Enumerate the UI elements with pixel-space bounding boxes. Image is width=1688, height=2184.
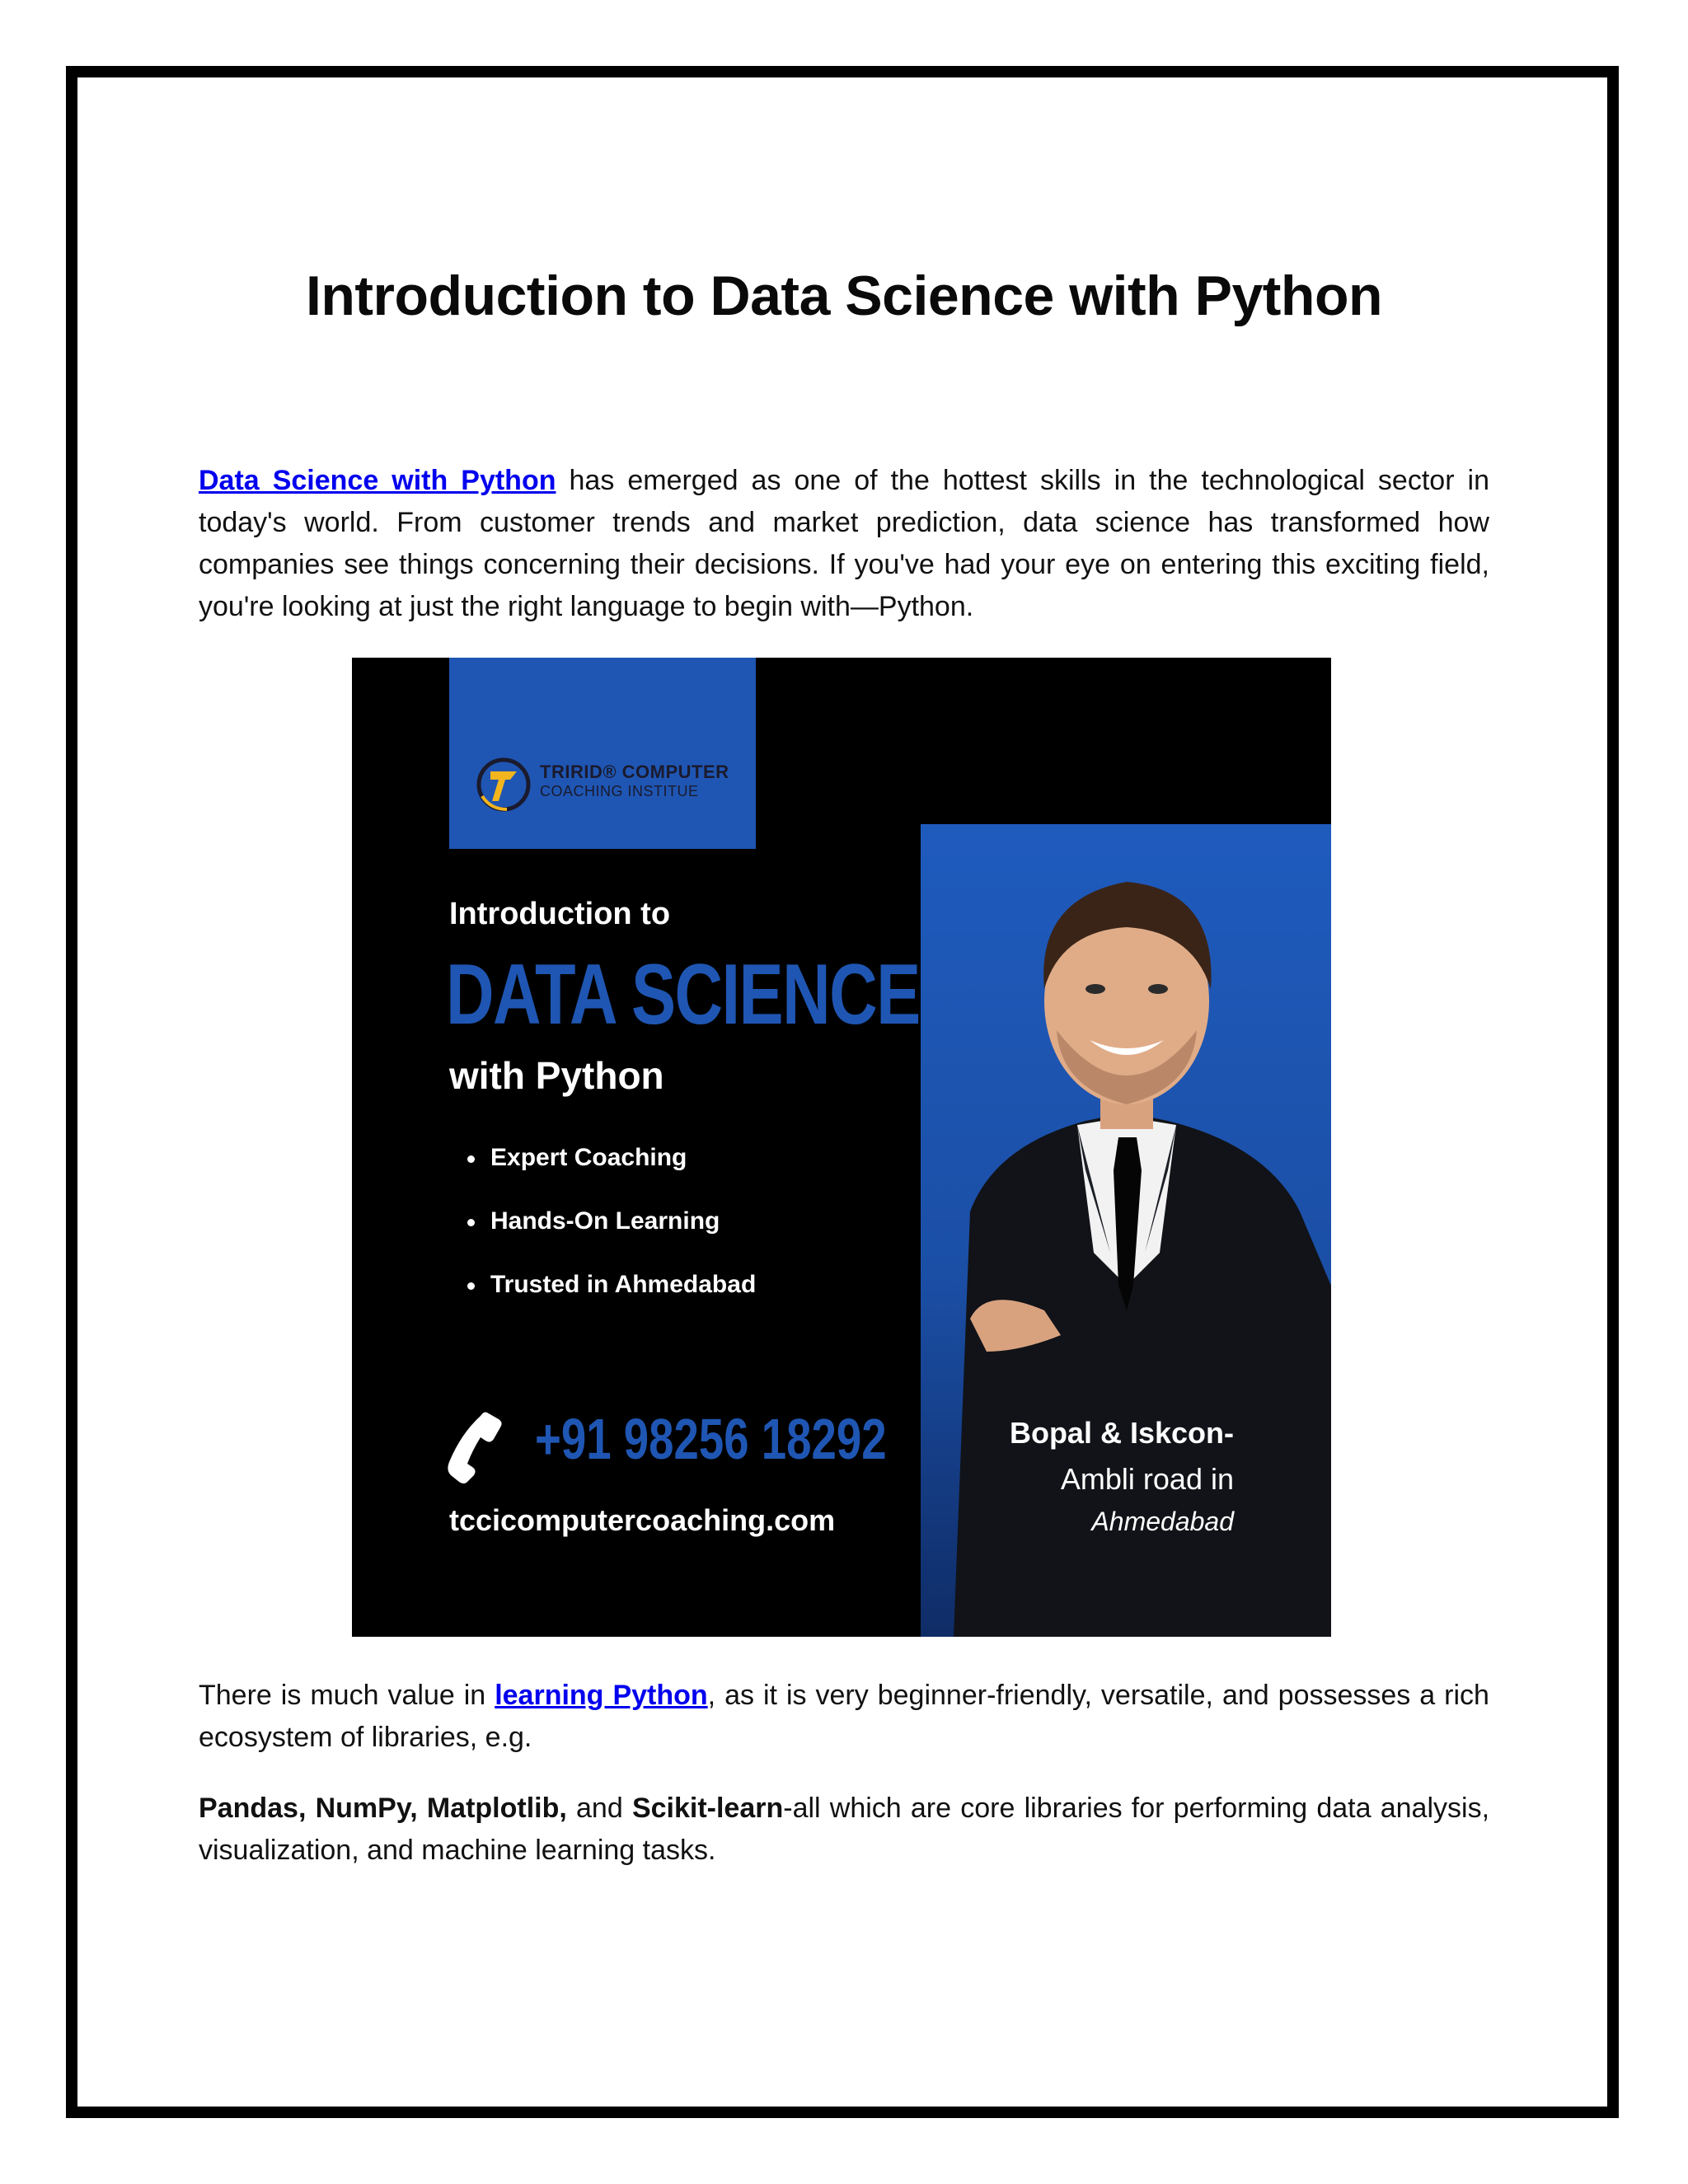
banner-intro-text: Introduction to (449, 897, 671, 931)
banner-subheadline: with Python (449, 1054, 664, 1097)
institute-logo-icon (474, 755, 533, 814)
banner-phone-number: +91 98256 18292 (535, 1407, 887, 1471)
paragraph-text: and (566, 1793, 632, 1824)
course-banner-image (352, 658, 1331, 1637)
banner-location-line2: Ambli road in (1060, 1462, 1234, 1496)
phone-icon (444, 1409, 510, 1483)
banner-location-line1: Bopal & Iskcon- (1009, 1416, 1234, 1450)
paragraph-text: -all which are core libraries for performing data analysis, visualization, and machine learning tasks. (199, 1793, 1490, 1866)
document-title: Introduction to Data Science with Python (305, 265, 1383, 327)
institute-logo-box (449, 658, 756, 849)
logo-name: TRIRID® COMPUTER (540, 762, 729, 782)
learning-python-paragraph (199, 1675, 1489, 1759)
banner-location-city: Ahmedabad (1091, 1507, 1234, 1536)
banner-headline: DATA SCIENCE (446, 947, 920, 1043)
paragraph-text: There is much value in (199, 1680, 495, 1711)
feature-item: Trusted in Ahmedabad (467, 1271, 756, 1334)
banner-feature-list (467, 1144, 756, 1334)
intro-paragraph (199, 460, 1489, 628)
intro-paragraph-text: has emerged as one of the hottest skills in the technological sector in today's world. From customer trends and market prediction, data science has transformed how companies see things concerning their decisions. If you've had your eye on entering this exciting field, you're looking at just the right language to begin with—Python. (199, 465, 1489, 622)
logo-subtitle: COACHING INSTITUE (540, 783, 699, 799)
library-name-scikit: Scikit-learn (631, 1793, 784, 1824)
data-science-link[interactable]: Data Science with Python (199, 465, 556, 496)
libraries-paragraph (199, 1788, 1489, 1872)
library-names: Pandas, NumPy, Matplotlib, (199, 1793, 567, 1824)
paragraph-text: , as it is very beginner-friendly, versatile, and possesses a rich ecosystem of libraries, e.g. (199, 1680, 1489, 1753)
banner-website: tccicomputercoaching.com (449, 1503, 836, 1537)
feature-item: Expert Coaching (467, 1144, 756, 1207)
learning-python-link[interactable]: learning Python (495, 1680, 708, 1711)
feature-item: Hands-On Learning (467, 1207, 756, 1271)
